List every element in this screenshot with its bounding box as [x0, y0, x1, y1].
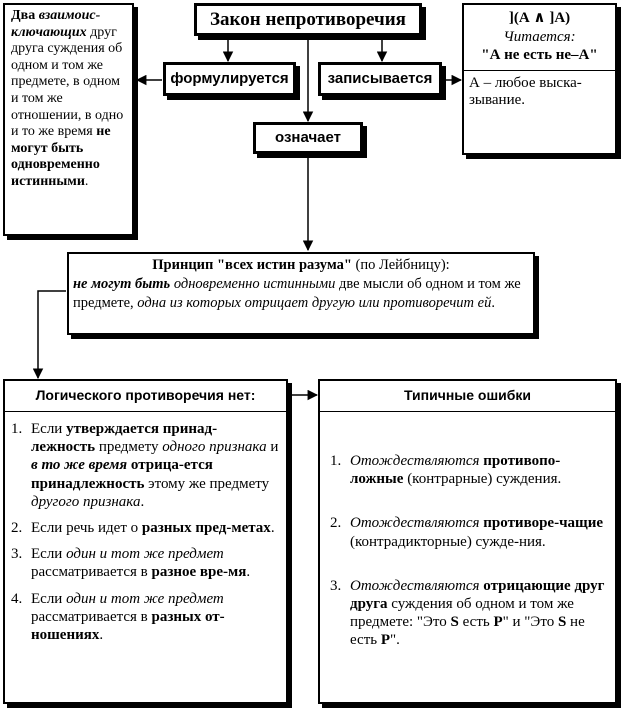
list-item — [330, 452, 609, 488]
text-run: рассматривается в — [31, 564, 152, 581]
typical-errors-panel — [318, 379, 617, 704]
list-item-text — [31, 591, 225, 643]
text-run: . — [140, 493, 145, 510]
text-run: . — [84, 173, 89, 189]
text-run: Если речь идет о — [31, 520, 142, 537]
text-run: и — [266, 439, 279, 456]
text-run: Принцип "всех истин разума" — [152, 257, 352, 273]
text-run: другого признака — [31, 493, 141, 510]
text-run: ". — [390, 632, 400, 649]
list-item-text — [31, 546, 250, 580]
text-run: S — [450, 614, 459, 631]
definition-text — [11, 8, 123, 189]
list-item-number: 3. — [11, 546, 23, 563]
list-item-number: 2. — [330, 515, 342, 532]
formula-box — [462, 3, 617, 155]
formulated-label: формулируется — [170, 70, 289, 87]
list-item-number: 3. — [330, 577, 342, 594]
formula: ](А ∧ ]А) — [508, 10, 571, 26]
text-run: Отождествляются — [350, 453, 480, 469]
text-run: P — [493, 614, 503, 631]
text-run: есть — [458, 614, 494, 631]
list-item — [11, 545, 280, 581]
no-contradiction-list — [5, 412, 286, 644]
reads-as-label: Читается: — [503, 29, 576, 45]
text-run: . — [99, 627, 104, 644]
text-run: (контрарные) суждения. — [403, 471, 562, 488]
text-run: две мысли об одном и том же предмете, — [73, 276, 521, 311]
text-run: отрицающие друг друга — [350, 577, 605, 613]
no-contradiction-title: Логического противоречия нет: — [5, 381, 286, 412]
means-label: означает — [275, 129, 341, 146]
means-label-box — [253, 122, 363, 154]
diagram-title: Закон непротиворечия — [210, 9, 406, 30]
text-run: одна из которых отрицает другую или противоречит ей — [137, 295, 492, 311]
text-run: не могут быть одновременно истинными — [11, 124, 111, 189]
text-run: один и тот же предмет — [66, 546, 224, 563]
list-item-text — [350, 453, 561, 487]
list-item — [11, 420, 280, 511]
list-item — [330, 514, 609, 550]
text-run: Если — [31, 590, 67, 607]
arrow-principle-to-left-panel — [38, 291, 66, 378]
formulated-label-box — [163, 62, 296, 96]
text-run: . — [491, 295, 495, 311]
text-run: Отождествляются — [350, 577, 480, 594]
list-item-number: 1. — [11, 421, 23, 437]
text-run: разных от-ношениях — [31, 608, 225, 644]
list-item — [11, 519, 280, 537]
text-run: предмету — [95, 439, 163, 456]
text-run: разное вре-мя — [151, 564, 247, 581]
definition-box — [3, 3, 134, 236]
text-run: одного признака — [162, 439, 267, 456]
text-run: не есть — [350, 614, 585, 649]
written-label-box — [318, 62, 442, 96]
list-item-number: 4. — [11, 590, 23, 607]
principle-box — [67, 252, 535, 335]
text-run: взаимоис-ключающих — [11, 8, 101, 40]
text-run: в то же время — [31, 457, 128, 474]
text-run: Если — [31, 421, 67, 437]
list-item-number: 1. — [330, 453, 342, 469]
typical-errors-list — [320, 412, 615, 650]
text-run: " и "Это — [502, 614, 558, 631]
text-run: . — [270, 520, 275, 537]
text-run: отрица-ется принадлежность — [31, 457, 213, 492]
text-run: не могут быть — [73, 276, 171, 292]
text-run: (по Лейбницу): — [351, 257, 450, 273]
text-run: один и тот же предмет — [66, 590, 224, 607]
text-run: S — [557, 614, 567, 631]
list-item-text — [350, 515, 603, 549]
no-contradiction-panel — [3, 379, 288, 704]
list-item-number: 2. — [11, 520, 23, 537]
text-run: (контрадикторные) сужде-ния. — [350, 533, 546, 550]
text-run: P — [380, 632, 391, 649]
list-item-text — [31, 520, 275, 536]
text-run: Два — [11, 8, 39, 23]
text-run: разных пред-метах — [141, 520, 271, 537]
list-item-text — [350, 578, 604, 649]
written-label: записывается — [327, 70, 433, 87]
principle-body — [73, 275, 529, 313]
list-item — [330, 577, 609, 650]
variable-note: А – любое выска-зывание. — [464, 70, 615, 109]
principle-heading — [73, 256, 529, 275]
text-run: противопо-ложные — [350, 453, 561, 488]
text-run: Отождествляются — [350, 515, 480, 532]
text-run: друг друга суждения об одном и том же предмете, в одном и том же отношении, в одно и то же время — [11, 24, 124, 140]
text-run: . — [246, 564, 251, 581]
formula-reading: "А не есть не–А" — [481, 47, 598, 63]
text-run: Если — [31, 546, 67, 563]
text-run: этому же предмету — [144, 475, 270, 492]
text-run: противоре-чащие — [479, 515, 603, 532]
typical-errors-title: Типичные ошибки — [320, 381, 615, 412]
title-box — [194, 3, 422, 36]
text-run: рассматривается в — [31, 608, 152, 625]
text-run: утверждается принад-лежность — [31, 421, 218, 456]
list-item-text — [31, 421, 278, 510]
text-run: суждения об одном и том же предмете: "Это — [350, 596, 574, 631]
list-item — [11, 590, 280, 645]
text-run: одновременно истинными — [170, 276, 336, 292]
